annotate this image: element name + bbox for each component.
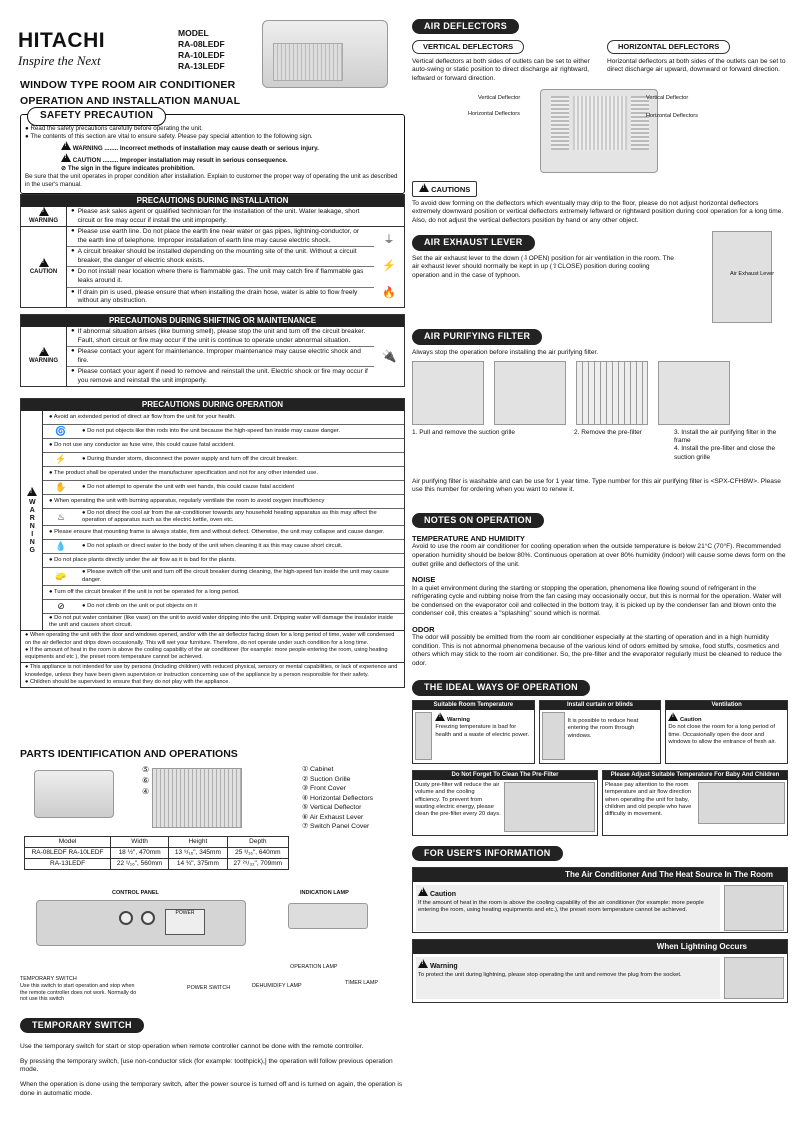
- breaker-icon: ⚡: [382, 260, 396, 272]
- brand-tagline: Inspire the Next: [18, 53, 101, 68]
- control-panel-image: [36, 900, 246, 946]
- warning-icon: [61, 141, 71, 150]
- notes-section: NOTES ON OPERATION TEMPERATURE AND HUMIDITY Avoid to use the room air conditioner for cooling operation when the outside temperature is below 21°C (70°F). Recommended operation humidity should be below 80%. Continuous operation at over 80% humidity (indoor) will cause some dews form on the outlet grille and deflectors of the unit. NOISE In a quiet environment during the starting or stopping the operation, phenomena like flowing sound of refrigerant in the refrigerating cycle and rubbing noise from the fan casing may occasionally occur, but this is normal for the operation. Water will be condensed on the evaporator coil and collected in the bottom tray, it is picked up by the condenser fan and blown onto the condenser coil, this creates a "splashing" sound which is normal. ODOR The odor will possibly be emitted from the room air conditioner especially at the starting of operation and in a high humidity condition. This is not abnormal phenomena because of the various kind of odors emitted by smoke, food stuffs, cosmetics and others which may stick to the room air conditioner. So, the pre-filter and the evaporator regularly must be cleaned to reduce the odor.: [412, 514, 786, 667]
- product-image: [262, 20, 388, 88]
- warning-icon: [27, 487, 37, 496]
- card-baby: Please Adjust Suitable Temperature For Baby And Children Please pay attention to the room temperature and air flow direction when operating the unit for baby, children and old people who have difficulty in movement.: [602, 770, 788, 836]
- user-info-title: FOR USER'S INFORMATION: [412, 846, 563, 861]
- indication-lamp-label: INDICATION LAMP: [300, 890, 349, 896]
- shifting-title: PRECAUTIONS DURING SHIFTING OR MAINTENANCE: [21, 315, 404, 327]
- curtain-image: [542, 712, 565, 760]
- heat-source-image: [724, 885, 784, 931]
- timer-lamp-label: TIMER LAMP: [345, 980, 378, 986]
- user-info-section: FOR USER'S INFORMATION The Air Conditioner And The Heat Source In The Room ! Caution If the amount of heat in the room is above the cooling capability of the air conditioner (for example: more people entering the room, using heating equipments and etc.), the preset room temperature cannot be achieved. When Lightning Occurs ! Warning To protect the unit during lightning, please stop operating the unit and remove the plug from the socket.: [412, 846, 788, 1003]
- filter-step3-image: [576, 361, 648, 425]
- dimensions-table: Model Width Height Depth RA-08LEDF RA-10LEDF 18 ½", 470mm 13 ⁹/₁₆", 345mm 25 ³/₁₆", 640mm RA-13LEDF 22 ¹/₁₆", 560mm 14 ¾", 375mm 27 ²⁹/₃₂", 709mm: [24, 836, 289, 870]
- brand-logo: HITACHI: [18, 29, 106, 52]
- filter-title: AIR PURIFYING FILTER: [412, 329, 542, 344]
- heater-icon: ♨: [56, 511, 66, 522]
- install-section: PRECAUTIONS DURING INSTALLATION ! WARNING ● Please ask sales agent or qualified technician for the installation of the unit. Water leakage, short circuit or fire may occur if install the unit improperly. ! CAUTION ● Please use earth line. Do not place the earth line near water or gas pipes, lightning-conductor, or the earth line of telephone. Improper installation of earth line may cause electric shock. ● A circuit breaker should be installed depending on the mounting site of the unit. Without a circuit breaker, the danger of electric shock exists. ● Do not install near location where there is flammable gas. The unit may catch fire if flammable gas leaks around it. ● If drain pin is used, please ensure that when installing the drain hose, water is able to flow freely without any obstruction. ⏚ ⚡ 🔥: [20, 194, 405, 308]
- parts-section: [20, 748, 405, 1003]
- install-title: PRECAUTIONS DURING INSTALLATION: [21, 195, 404, 207]
- plug-icon: 🔌: [381, 349, 397, 364]
- temp-switch-title: TEMPORARY SWITCH: [20, 1018, 144, 1033]
- wet-hands-icon: ✋: [55, 481, 67, 492]
- caution-icon: [61, 153, 71, 162]
- fire-icon: 🔥: [382, 286, 396, 299]
- operation-title: PRECAUTIONS DURING OPERATION: [21, 399, 404, 411]
- caution-icon: [419, 183, 429, 192]
- earth-icon: ⏚: [383, 233, 395, 246]
- control-panel-label: CONTROL PANEL: [112, 890, 159, 896]
- power-button[interactable]: POWER: [165, 909, 205, 935]
- callout-numbers: ⑤ ⑥ ④: [142, 765, 150, 797]
- operation-lamp-label: OPERATION LAMP: [290, 964, 338, 970]
- caution-icon: [39, 258, 49, 267]
- exhaust-title: AIR EXHAUST LEVER: [412, 235, 535, 250]
- horizontal-deflectors-title: HORIZONTAL DEFLECTORS: [607, 40, 730, 53]
- table-row: RA-13LEDF 22 ¹/₁₆", 560mm 14 ¾", 375mm 27 ²⁹/₃₂", 709mm: [25, 859, 289, 870]
- card-prefilter: Do Not Forget To Clean The Pre-Filter Dusty pre-filter will reduce the air volume and the cooling efficiency. To prevent from wasting electric energy, please clean the pre-filter every 20 days.: [412, 770, 598, 836]
- card-ventilation: Ventilation ! Caution Do not close the room for a long period of time. Occasionally open the door and windows to allow the entrance of fresh air.: [665, 700, 788, 764]
- filter-step4-image: [658, 361, 730, 425]
- temp-switch-section: TEMPORARY SWITCH Use the temporary switch for start or stop operation when remote controller cannot be done with the remote controller. By pressing the temporary switch, [use non-conductor stick (for example: toothpick),] the operation will follow previous operation mode. When the operation is done using the temporary switch, after the power source is turned off and is turned on again, the operation is done in automatic mode.: [20, 1020, 403, 1097]
- baby-image: [698, 782, 785, 824]
- vertical-deflectors-title: VERTICAL DEFLECTORS: [412, 40, 524, 53]
- filter-section: AIR PURIFYING FILTER Always stop the operation before installing the air purifying filter. 1. Pull and remove the suction grille 2. Remove the pre-filter 3. Install the air purifying filter in the frame 4. Install the pre-filter and close the suction grille Air purifying filter is washable and can be use for 1 year time. Type number for this air purifying filter is <SPX-CFH8W>. Please use this number for ordering when you want to renew it.: [412, 331, 781, 494]
- warning-icon: [39, 347, 49, 356]
- operation-section: PRECAUTIONS DURING OPERATION ! WARNING ● Avoid an extended period of direct air flow from the unit for your health. 🌀 ● Do not put objects like thin rods into the unit because the high-speed fan inside may cause danger. ● Do not use any conductor as fuse wire, this could cause fatal accident. ⚡ ● During thunder storm, disconnect the power supply and turn off the circuit breaker. ● The product shall be operated under the manufacturer specification and not for any other intended use. ✋ ● Do not attempt to operate the unit with wet hands, this could cause fatal accident ● When operating the unit with burning apparatus, regularly ventilate the room to avoid oxygen insufficiency ♨ ● Do not direct the cool air from the air-conditioner towards any household heating apparatus as this may affect the operation of apparatus such as the electric kettle, oven etc. ● Please ensure that mounting frame is always stable, firm and without defect. Otherwise, the unit may collapse and cause danger. 💧 ● Do not splash or direct water to the body of the unit when cleaning it as this may cause short circuit. ● Do not place plants directly under the air flow as it is bad for the plants. 🧽 ● Please switch off the unit and turn off the circuit breaker during cleaning, the high-speed fan inside the unit may cause danger. ● Turn off the circuit breaker if the unit is not be operated for a long period. ⊘ ● Do not climb on the unit or put objects on it ● Do not put water container (like vase) on the unit to avoid water dripping into the unit. Dripping water will damage the insulator inside the unit and causes short circuit. ● When operating the unit with the door and windows opened, and/or with the air deflector facing down for a long period of time, water will condensed on the air deflector and drips down occasionally. This will wet your furniture. Therefore, do not operate under such condition for a long time. ● If the amount of heat in the room is above the cooling capability of the air conditioner (for example: more people entering the room, using heating equipments and etc ), the preset room temperature cannot be achieved. ● This appliance is not intended for use by persons (including children) with reduced physical, sensory or mental capabilities, or lack of experience and knowledge, unless they have been given supervision or instruction concerning use of the appliance by a person responsible for their safety. ● Children should be supervised to ensure that they do not play with the appliance.: [20, 398, 405, 688]
- indication-lamp-image: [288, 903, 368, 929]
- shifting-section: PRECAUTIONS DURING SHIFTING OR MAINTENANCE ! WARNING ● If abnormal situation arises (like burning smell), please stop the unit and turn off the circuit breaker. Fault, short circuit or fire may occur if the unit is continue to operate under abnormal situation. ● Please contact your agent for maintenance. Improper maintenance may cause electric shock and fire. ● Please contact your agent if need to remove and reinstall the unit. Electric shock or fire may occur if you remove and reinstall the unit improperly. 🔌: [20, 314, 405, 387]
- climb-icon: ⊘: [57, 600, 65, 611]
- fan-icon: 🌀: [55, 425, 67, 436]
- cautions-title: CAUTIONS: [431, 185, 471, 195]
- temp-switch-callout: TEMPORARY SWITCH Use this switch to start operation and stop when the remote controller does not work. Normally do not use this switch: [20, 976, 137, 1003]
- exhaust-section: AIR EXHAUST LEVER Set the air exhaust lever to the down (⇩OPEN) position for air ventilation in the room. The air exhaust lever should normally be kept in up (⇧CLOSE) position during cooling operation and in the case of typhoon. Air Exhaust Lever: [412, 235, 788, 323]
- parts-title: PARTS IDENTIFICATION AND OPERATIONS: [20, 748, 238, 760]
- card-room-temp: Suitable Room Temperature ! Warning Freezing temperature is bad for health and a waste of electric power.: [412, 700, 535, 764]
- parts-list: ① Cabinet ② Suction Grille ③ Front Cover ④ Horizontal Deflectors ⑤ Vertical Deflector ⑥ Air Exhaust Lever ⑦ Switch Panel Cover: [302, 766, 374, 831]
- unit-front-image: [152, 768, 242, 828]
- lightning-image: [724, 957, 784, 999]
- prohibit-icon: ⊘: [61, 165, 67, 173]
- caution-icon: [668, 712, 678, 721]
- notes-title: NOTES ON OPERATION: [412, 513, 544, 528]
- power-switch-label: POWER SWITCH: [187, 985, 231, 991]
- deflector-diagram: [540, 89, 658, 173]
- ideal-section: [412, 680, 788, 835]
- dehumidify-lamp-label: DEHUMIDIFY LAMP: [252, 983, 302, 989]
- document-title: WINDOW TYPE ROOM AIR CONDITIONER OPERATION AND INSTALLATION MANUAL: [20, 79, 241, 107]
- warning-icon: [39, 207, 49, 216]
- ideal-title: THE IDEAL WAYS OF OPERATION: [412, 680, 590, 695]
- card-curtain: Install curtain or blinds It is possible to reduce heat entering the room through windows.: [539, 700, 662, 764]
- side-warning-label: WARNING: [28, 498, 36, 555]
- cleaning-icon: 🧽: [55, 571, 67, 582]
- caution-icon: [418, 887, 428, 896]
- safety-section: SAFETY PRECAUTION ● Read the safety precautions carefully before operating the unit. ● The contents of this section are vital to ensure safety. Please pay special attention to the following sign. ! WARNING ........ Incorrect methods of installation may cause death or serious injury. ! CAUTION ......... Improper installation may result in serious consequence. ⊘ The sign in the figure indicates prohibition. Be sure that the unit operates in proper condition after installation. Explain to customer the proper way of operating the unit as described in the user's manual.: [20, 114, 405, 194]
- model-list: MODEL RA-08LEDF RA-10LEDF RA-13LEDF: [178, 28, 225, 72]
- right-column: AIR DEFLECTORS VERTICAL DEFLECTORS Vertical deflectors at both sides of outlets can be set to either auto-swing or static position to direct discharge air rightward, leftward or forward direction. HORIZONTAL DEFLECTORS Horizontal deflectors at both sides of the outlets can be set to direct discharge air upward, downward or forward direction. Vertical Deflector Horizontal Deflectors Vertical Deflector Horizontal Deflectors ! CAUTIONS To avoid dew forming on the deflectors which eventually may drip to the floor, please do not adjust horizontal deflectors extremely downward position or vertical deflectors extremely leftward or rightward position during cool operation for a long time. Also, do not adjust the vertical deflectors position by hand or any other object. AIR EXHAUST LEVER Set the air exhaust lever to the down (⇩OPEN) position for air ventilation in the room. The air exhaust lever should normally be kept in up (⇧CLOSE) position during cooling operation and in the case of typhoon. Air Exhaust Lever AIR PURIFYING FILTER Always stop the operation before installing the air purifying filter. 1. Pull and remove the suction grille 2. Remove the pre-filter 3. Install the air purifying filter in the frame 4. Install the pre-filter and close the suction grille Air purifying filter is washable and can be use for 1 year time. Type number for this air purifying filter is <SPX-CFH8W>. Please use this number for ordering when you want to renew it. NOTES ON OPERATION TEMPERATURE AND HUMIDITY Avoid to use the room air conditioner for cooling operation when the outside temperature is below 21°C (70°F). Recommended operation humidity should be below 80%. Continuous operation at over 80% humidity (indoor) will cause some dews form on the outlet grille and deflectors of the unit. NOISE In a quiet environment during the starting or stopping the operation, phenomena like flowing sound of refrigerant in the refrigerating cycle and rubbing noise from the fan casing may occasionally occur, but this is normal for the operation. Water will be condensed on the evaporator coil and collected in the bottom tray, it is picked up by the condenser fan and blown onto the condenser coil, this creates a "splashing" sound which is normal. ODOR The odor will possibly be emitted from the room air conditioner especially at the starting of operation and in a high humidity condition. This is not abnormal phenomena because of the various kind of odors emitted by smoke, food stuffs, cosmetics and others which may stick to the room air conditioner. So, the pre-filter and the evaporator regularly must be cleaned to reduce the odor. THE IDEAL WAYS OF OPERATION Suitable Room Temperature ! Warning Freezing temperature is bad for health and a waste of electric power. Install curtain or blinds It is possible to reduce heat entering the room through windows. Ventilation ! Caution Do not close the room for a long period of time. Occasionally open the door and windows to allow the entrance of fresh air. Do Not Forget To Clean The Pre-Filter Dusty pre-filter will reduce the air volume and the cooling efficiency. To prevent from wasting electric energy, please clean the pre-filter every 20 days. Please Adjust Suitable Temperature For Baby And Children Please pay attention to the room temperature and air flow direction when operating the unit for baby, children and old people who have difficulty in movement. FOR USER'S INFORMATION The Air Conditioner And The Heat Source In The Room ! Caution If the amount of heat in the room is above the cooling capability of the air conditioner (for example: more people entering the room, using heating equipments and etc.), the preset room temperature cannot be achieved. When Lightning Occurs ! Warning To protect the unit during lightning, please stop operating the unit and remove the plug from the socket.: [412, 14, 788, 1003]
- deflectors-title: AIR DEFLECTORS: [412, 19, 519, 34]
- thunder-icon: ⚡: [55, 453, 67, 464]
- safety-title: SAFETY PRECAUTION: [27, 107, 166, 126]
- vacuum-image: [504, 782, 595, 832]
- warning-icon: [418, 959, 428, 968]
- table-row: RA-08LEDF RA-10LEDF 18 ½", 470mm 13 ⁹/₁₆", 345mm 25 ³/₁₆", 640mm: [25, 848, 289, 859]
- person-image: [415, 712, 432, 760]
- water-splash-icon: 💧: [55, 541, 67, 552]
- unit-side-image: [34, 770, 114, 818]
- filter-step1-image: [412, 361, 484, 425]
- warning-icon: [435, 712, 445, 721]
- filter-step2-image: [494, 361, 566, 425]
